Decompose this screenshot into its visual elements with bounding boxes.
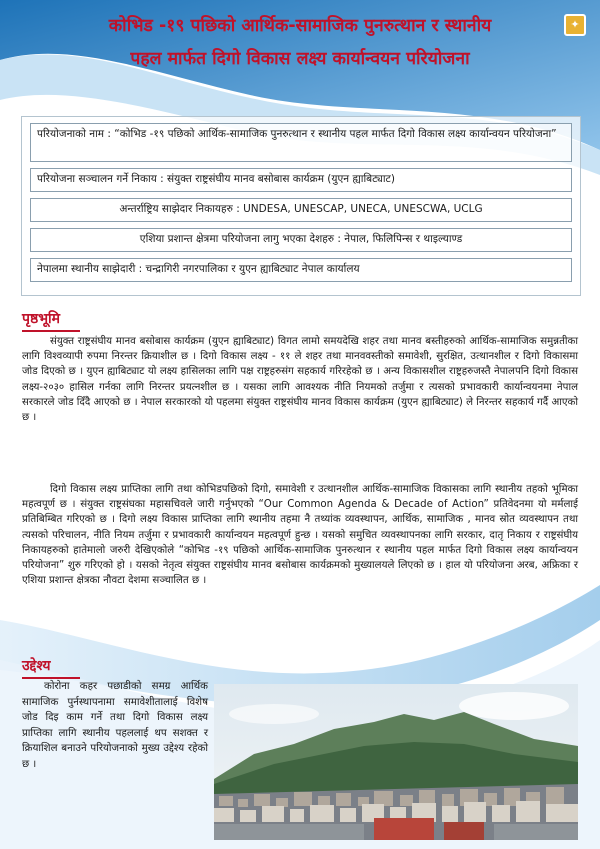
info-countries: एशिया प्रशान्त क्षेत्रमा परियोजना लागु भएका देशहरु : नेपाल, फिलिपिन्स र थाइल्याण्ड — [30, 228, 572, 252]
background-paragraph-1: संयुक्त राष्ट्रसंघीय मानव बसोबास कार्यक्रम (युएन ह्याबिट्याट) विगत लामो समयदेखि शहर तथा मानव बस्तीहरुको आर्थिक-सामाजिक समुन्नतीका लागि विश्वव्यापी रुपमा निरन्तर क्रियाशील छ । दिगो विकास लक्ष्य - ११ ले शहर तथा मानववस्तीको समावेशी, सुरक्षित, उत्थानशील र दिगो विकासमा जोड दिएको छ । युएन ह्याबिट्याट यो लक्ष्य हासिलका लागि पक्ष राष्ट्रहरुसंग सहकार्य गरिरहेको छ । अन्य विकासशील राष्ट्रहरुजस्तै नेपालपनि दिगो विकास लक्ष्य-२०३० हासिल गर्नका लागि निरन्तर प्रयत्नशील छ । यसका लागि आवश्यक नीति नियमको तर्जुमा र त्यसको प्रभावकारी कार्यान्वयनमा नेपाल सरकारले जोड दिँदै आएको छ । नेपाल सरकारको यो पहलमा संयुक्त राष्ट्रसंघीय मानव विकास कार्यक्रम (युएन ह्याबिट्याट) ले निरन्तर सहकार्य गर्दै आएको छ । — [22, 336, 578, 424]
page-title — [0, 10, 600, 76]
info-project-name: परियोजनाको नाम : “कोभिड -१९ पछिको आर्थिक-सामाजिक पुनरुत्थान र स्थानीय पहल मार्फत दिगो विकास लक्ष्य कार्यान्वयन परियोजना” — [30, 123, 572, 162]
title-line-1: कोभिड -१९ पछिको आर्थिक-सामाजिक पुनरुत्थान र स्थानीय — [108, 16, 492, 36]
info-implementing-agency: परियोजना सञ्चालन गर्ने निकाय : संयुक्त राष्ट्रसंघीय मानव बसोबास कार्यक्रम (युएन ह्याबिट्याट) — [30, 168, 572, 192]
objective-heading: उद्देश्य — [22, 657, 80, 679]
info-local-partners: नेपालमा स्थानीय साझेदारी : चन्द्रागिरी नगरपालिका र युएन ह्याबिट्याट नेपाल कार्यालय — [30, 258, 572, 282]
objective-text: कोरोना कहर पछाडीको समग्र आर्थिक सामाजिक पुर्नस्थापनामा समावेशीतालाई विशेष जोड दिइ काम गर्ने तथा दिगो विकास लक्ष्य प्राप्तिका लागि स्थानीय पहललाई थप सशक्त र क्रियाशिल बनाउने परियोजनाको मुख्य उद्देश्य रहेको छ । — [22, 681, 208, 770]
title-line-2: पहल मार्फत दिगो विकास लक्ष्य कार्यान्वयन परियोजना — [130, 49, 470, 69]
kathmandu-valley-photo — [214, 684, 578, 840]
corner-logo-icon: ✦ — [564, 14, 586, 36]
project-info-box — [21, 116, 581, 296]
background-paragraph-2: दिगो विकास लक्ष्य प्राप्तिका लागि तथा कोभिडपछिको दिगो, समावेशी र उत्थानशील आर्थिक-सामाजिक विकासका लागि स्थानीय तहको भूमिका महत्वपूर्ण छ । संयुक्त राष्ट्रसंघका महासचिवले जारी गर्नुभएको “Our Common Agenda & Decade of Action” प्रतिवेदनमा यो मर्मलाई प्रतिबिम्बित गरिएको छ । दिगो लक्ष्य विकास प्राप्तिका लागि स्थानीय तहमा नै तथ्यांक व्यवस्थापन, आर्थिक, सामाजिक , मानव स्रोत व्यवस्थापन तथा त्यसको परिचालन, नीति नियम तर्जुमा र प्रभावकारी कार्यान्वयन महत्वपूर्ण हुन्छ । यसको समुचित व्यवस्थापनका लागि सरकार, दातृ निकाय र राष्ट्रसंघीय निकायहरुको हातेमालो जरुरी देखिएकोले “कोभिड -१९ पछिको आर्थिक-सामाजिक पुनरुत्थान र स्थानीय पहल मार्फत दिगो विकास लक्ष्य कार्यान्वयन परियोजना” शुरु गरिएको हो । यसको नेतृत्व संयुक्त राष्ट्रसंघीय मानव बसोबास कार्यक्रमको मुख्यालयले लिएको छ । हाल यो परियोजना अरब, अफ्रिका र एशिया प्रशान्त क्षेत्रका नौवटा देशमा सञ्चालित छ । — [22, 484, 578, 587]
info-international-partners: अन्तर्राष्ट्रिय साझेदार निकायहरु : UNDESA, UNESCAP, UNECA, UNESCWA, UCLG — [30, 198, 572, 222]
background-heading: पृष्ठभूमि — [22, 310, 80, 332]
